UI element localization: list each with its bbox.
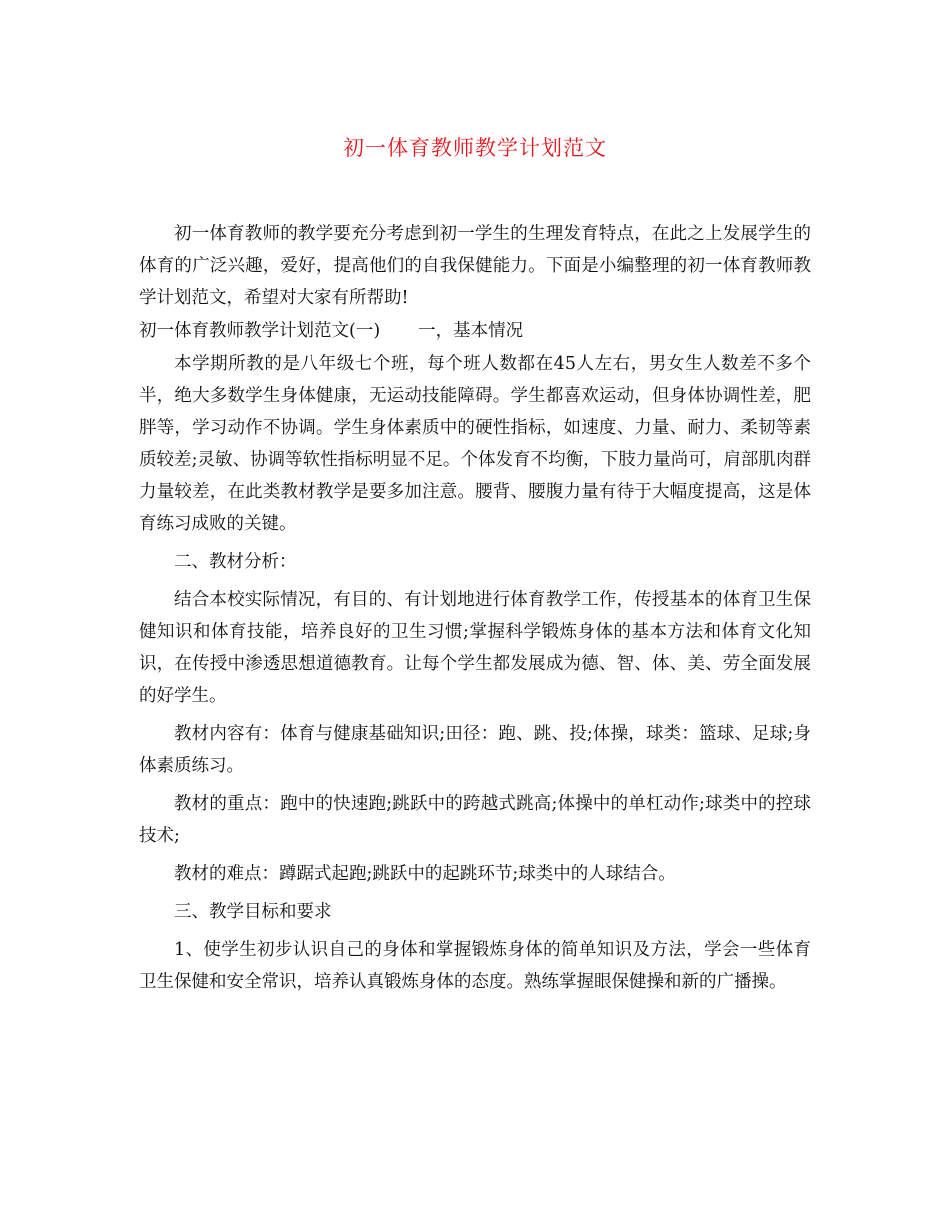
heading-material-analysis: 二、教材分析： [174, 552, 297, 572]
document-title: 初一体育教师教学计划范文 [343, 136, 607, 160]
paragraph-material-difficulties: 教材的难点：蹲踞式起跑;跳跃中的起跳环节;球类中的人球结合。 [174, 864, 676, 884]
paragraph-material-key-points: 教材的重点：跑中的快速跑;跳跃中的跨越式跳高;体操中的单杠动作;球类中的控球技术; [139, 794, 811, 846]
heading-basic-situation: 一，基本情况 [418, 321, 524, 341]
paragraph-material-analysis: 结合本校实际情况，有目的、有计划地进行体育教学工作，传授基本的体育卫生保健知识和体育技能，培养良好的卫生习惯;掌握科学锻炼身体的基本方法和体育文化知识，在传授中渗透思想道德教育。让每个学生都发展成为德、智、体、美、劳全面发展的好学生。 [139, 590, 811, 706]
section-title: 初一体育教师教学计划范文(一) [139, 321, 381, 341]
paragraph-goal-1: 1、使学生初步认识自己的身体和掌握锻炼身体的简单知识及方法，学会一些体育卫生保健和安全常识，培养认真锻炼身体的态度。熟练掌握眼保健操和新的广播操。 [139, 940, 811, 992]
paragraph-basic-situation: 本学期所教的是八年级七个班，每个班人数都在45人左右，男女生人数差不多个半，绝大多数学生身体健康，无运动技能障碍。学生都喜欢运动，但身体协调性差，肥胖等，学习动作不协调。学生身体素质中的硬性指标，如速度、力量、耐力、柔韧等素质较差;灵敏、协调等软性指标明显不足。个体发育不均衡，下肢力量尚可，肩部肌肉群力量较差，在此类教材教学是要多加注意。腰背、腰腹力量有待于大幅度提高，这是体育练习成败的关键。 [139, 354, 811, 534]
intro-paragraph: 初一体育教师的教学要充分考虑到初一学生的生理发育特点，在此之上发展学生的体育的广泛兴趣，爱好，提高他们的自我保健能力。下面是小编整理的初一体育教师教学计划范文，希望对大家有所帮助! [139, 224, 811, 308]
document-body [139, 218, 811, 1004]
paragraph-material-content: 教材内容有：体育与健康基础知识;田径：跑、跳、投;体操，球类：篮球、足球;身体素质练习。 [139, 724, 811, 776]
section-title-line [139, 315, 811, 347]
heading-teaching-goals: 三、教学目标和要求 [174, 902, 332, 922]
